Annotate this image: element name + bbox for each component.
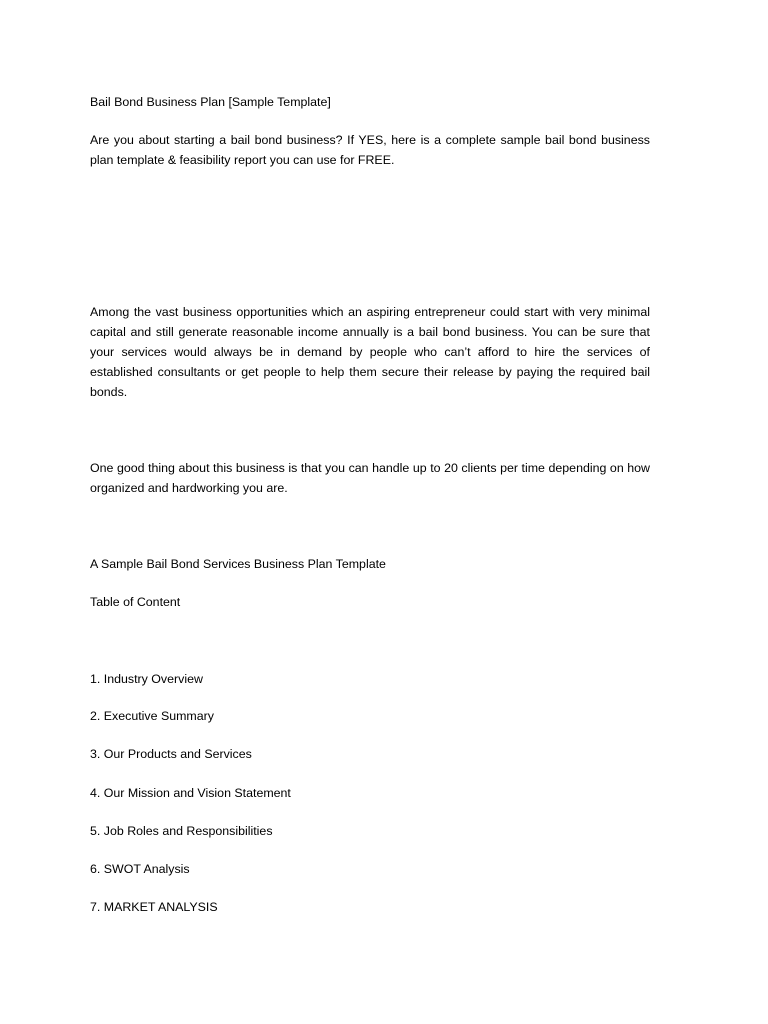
toc-item: 6. SWOT Analysis bbox=[90, 862, 190, 876]
toc-item: 1. Industry Overview bbox=[90, 672, 203, 686]
toc-item: 7. MARKET ANALYSIS bbox=[90, 900, 218, 914]
toc-item: 5. Job Roles and Responsibilities bbox=[90, 824, 273, 838]
body-paragraph-2: One good thing about this business is that you can handle up to 20 clients per time depending on how organized and hardworking you are. bbox=[90, 461, 650, 495]
body-paragraph-1: Among the vast business opportunities which an aspiring entrepreneur could start with very minimal capital and still generate reasonable income annually is a bail bond business. You can be sure that your services would always be in demand by people who can’t afford to hire the services of established consultants or get people to help them secure their release by paying the required bail bonds. bbox=[90, 305, 650, 399]
intro-paragraph: Are you about starting a bail bond business? If YES, here is a complete sample bail bond business plan template & feasibility report you can use for FREE. bbox=[90, 133, 650, 167]
toc-item: 2. Executive Summary bbox=[90, 709, 214, 723]
toc-item: 4. Our Mission and Vision Statement bbox=[90, 786, 291, 800]
toc-heading: Table of Content bbox=[90, 595, 181, 609]
toc-item: 3. Our Products and Services bbox=[90, 747, 252, 761]
section-heading: A Sample Bail Bond Services Business Plan Template bbox=[90, 557, 386, 571]
document-title: Bail Bond Business Plan [Sample Template] bbox=[90, 95, 331, 109]
